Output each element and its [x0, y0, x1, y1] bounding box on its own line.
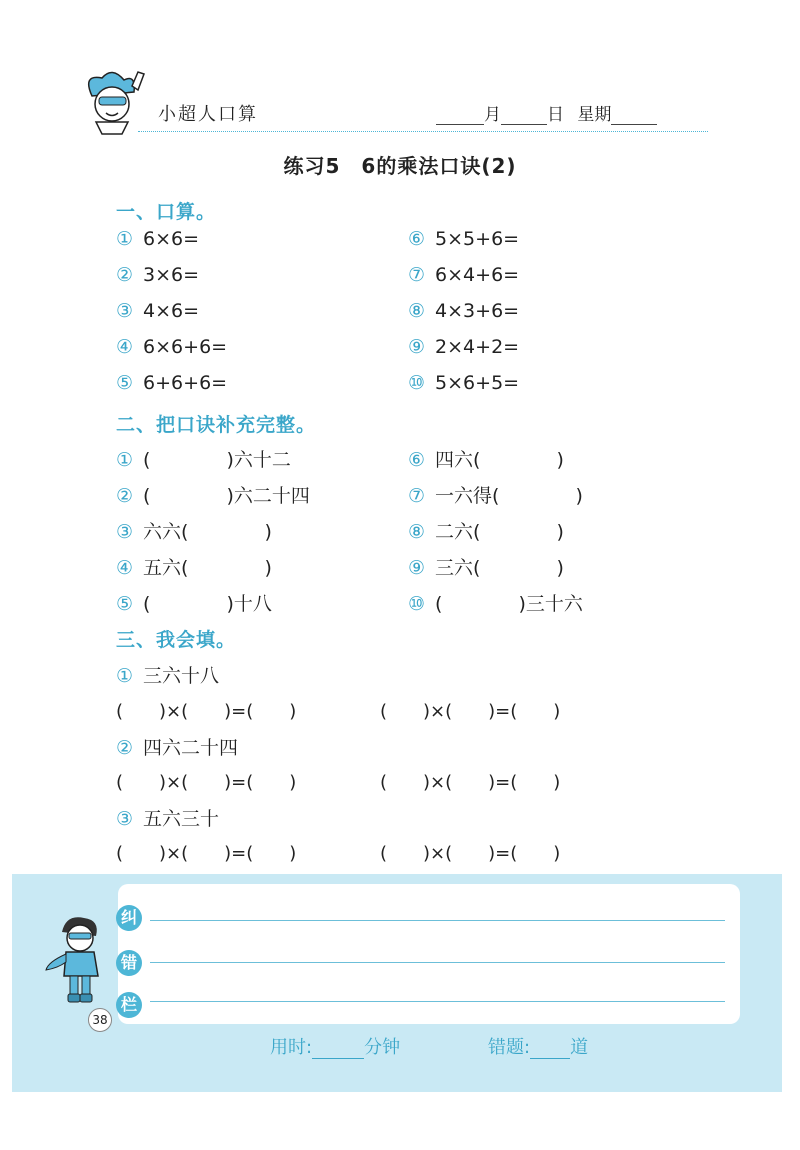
oral-calc-item: ⑧ 4×3+6= — [408, 300, 520, 322]
fill-prompt: ① 三六十八 — [116, 665, 220, 687]
oral-calc-item: ② 3×6= — [116, 264, 200, 286]
equation-blank[interactable]: ( )×( )=( ) — [380, 772, 561, 793]
weekday-blank[interactable] — [611, 106, 657, 125]
section-heading-2: 二、把口诀补充完整。 — [116, 414, 317, 436]
correction-badge: 错 — [116, 950, 142, 976]
date-fields — [436, 100, 657, 125]
header-divider — [138, 131, 708, 132]
day-blank[interactable] — [501, 106, 547, 125]
errors-blank[interactable] — [530, 1040, 570, 1059]
fill-prompt: ② 四六二十四 — [116, 737, 239, 759]
page-number: 38 — [88, 1008, 112, 1032]
equation-blank[interactable]: ( )×( )=( ) — [380, 701, 561, 722]
correction-line[interactable] — [150, 962, 725, 963]
fill-prompt: ③ 五六三十 — [116, 808, 220, 830]
section-heading-1: 一、口算。 — [116, 201, 217, 223]
rhyme-item[interactable]: ④ 五六( ) — [116, 557, 272, 579]
equation-blank[interactable]: ( )×( )=( ) — [116, 843, 297, 864]
oral-calc-item: ④ 6×6+6= — [116, 336, 228, 358]
correction-card — [118, 884, 740, 1024]
rhyme-item[interactable]: ① ( )六十二 — [116, 449, 291, 471]
correction-badge: 栏 — [116, 992, 142, 1018]
oral-calc-item: ⑤ 6+6+6= — [116, 372, 228, 394]
time-blank[interactable] — [312, 1040, 364, 1059]
oral-calc-item: ⑦ 6×4+6= — [408, 264, 520, 286]
correction-badge: 纠 — [116, 905, 142, 931]
oral-calc-item: ① 6×6= — [116, 228, 200, 250]
day-label: 日 — [547, 105, 564, 125]
rhyme-item[interactable]: ⑩ ( )三十六 — [408, 593, 583, 615]
month-blank[interactable] — [436, 106, 484, 125]
equation-blank[interactable]: ( )×( )=( ) — [380, 843, 561, 864]
error-count: 错题: 道 — [488, 1037, 589, 1058]
rhyme-item[interactable]: ⑨ 三六( ) — [408, 557, 564, 579]
mascot-logo-icon — [72, 66, 156, 136]
oral-calc-item: ⑨ 2×4+2= — [408, 336, 520, 358]
time-used: 用时: 分钟 — [270, 1037, 401, 1058]
correction-line[interactable] — [150, 920, 725, 921]
oral-calc-item: ⑥ 5×5+6= — [408, 228, 520, 250]
rhyme-item[interactable]: ⑥ 四六( ) — [408, 449, 564, 471]
rhyme-item[interactable]: ⑦ 一六得( ) — [408, 485, 583, 507]
rhyme-item[interactable]: ⑧ 二六( ) — [408, 521, 564, 543]
section-heading-3: 三、我会填。 — [116, 629, 237, 651]
weekday-label: 星期 — [577, 105, 612, 125]
oral-calc-item: ③ 4×6= — [116, 300, 200, 322]
brand-title: 小超人口算 — [158, 104, 258, 125]
correction-line[interactable] — [150, 1001, 725, 1002]
rhyme-item[interactable]: ② ( )六二十四 — [116, 485, 310, 507]
equation-blank[interactable]: ( )×( )=( ) — [116, 772, 297, 793]
rhyme-item[interactable]: ③ 六六( ) — [116, 521, 272, 543]
page-title: 练习5 6的乘法口诀(2) — [283, 154, 517, 178]
rhyme-item[interactable]: ⑤ ( )十八 — [116, 593, 272, 615]
oral-calc-item: ⑩ 5×6+5= — [408, 372, 520, 394]
month-label: 月 — [484, 105, 501, 125]
superhero-mascot-icon — [44, 912, 114, 1004]
equation-blank[interactable]: ( )×( )=( ) — [116, 701, 297, 722]
